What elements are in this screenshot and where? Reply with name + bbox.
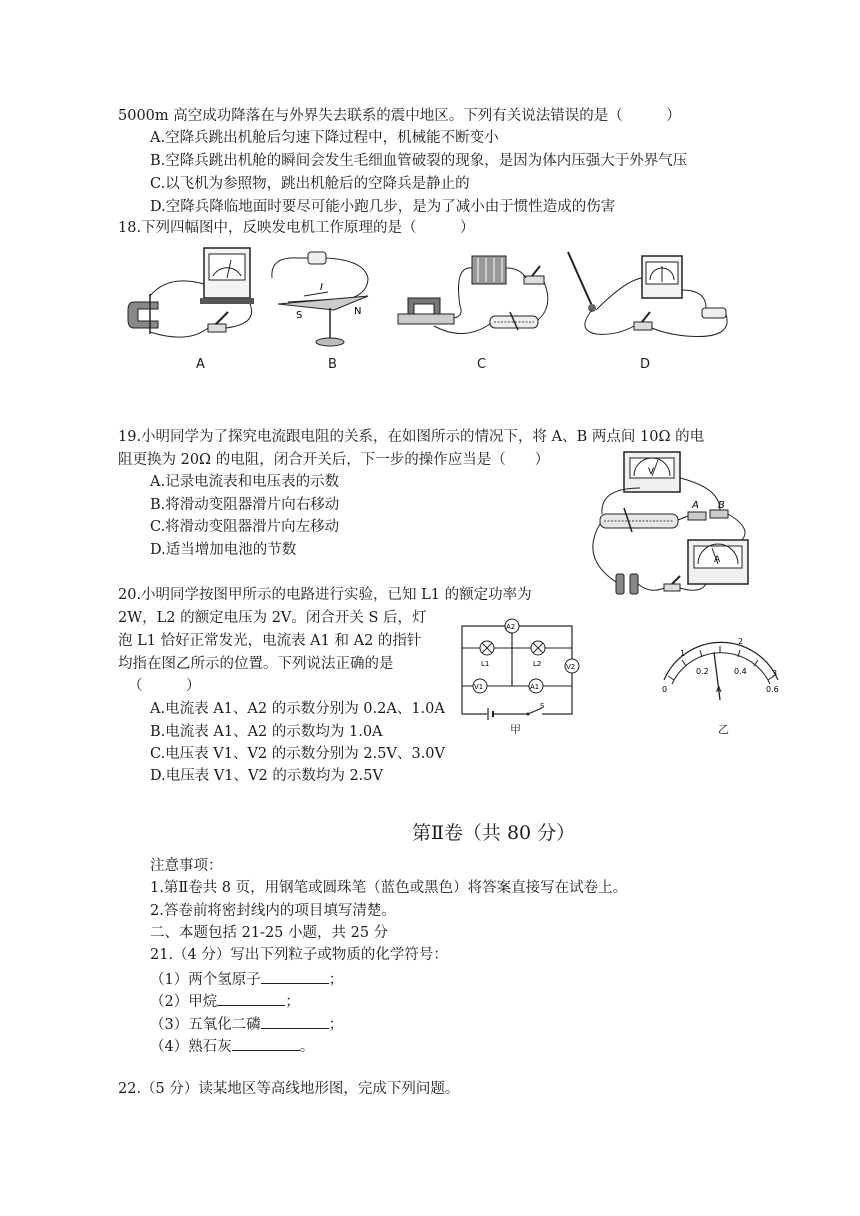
q21-stem: 21.（4 分）写出下列粒子或物质的化学符号： xyxy=(150,947,448,963)
q20-a2-label: A2 xyxy=(506,623,516,631)
q20-stem-line-5: （ ） xyxy=(128,678,201,694)
q19-figure xyxy=(580,448,756,600)
q20-l1-label: L1 xyxy=(481,660,490,668)
q19-point-a: A xyxy=(692,500,699,511)
q19-stem-line-2: 阻更换为 20Ω 的电阻，闭合开关后，下一步的操作应当是（ ） xyxy=(118,452,550,468)
q19-point-b: B xyxy=(718,500,725,511)
q22-stem: 22.（5 分）读某地区等高线地形图，完成下列问题。 xyxy=(118,1081,460,1097)
q20-meter-caption: 乙 xyxy=(718,723,729,736)
q21-answer-blank-2[interactable] xyxy=(217,990,285,1006)
note-1: 1.第Ⅱ卷共 8 页，用钢笔或圆珠笔（蓝色或黑色）将答案直接写在试卷上。 xyxy=(150,880,628,896)
q21-item-3-label: （3）五氧化二磷 xyxy=(150,1017,261,1033)
q18-b-label-i: I xyxy=(320,282,323,293)
q21-item-2 xyxy=(150,990,300,1012)
q21-answer-blank-4[interactable] xyxy=(232,1035,300,1051)
q19-option-d: D.适当增加电池的节数 xyxy=(150,542,297,558)
q17-option-a: A.空降兵跳出机舱后匀速下降过程中，机械能不断变小 xyxy=(150,130,499,146)
q20-l2-label: L2 xyxy=(533,660,542,668)
q18-label-a: A xyxy=(196,357,205,372)
q18-figure-d xyxy=(566,250,736,350)
q21-item-3-end: ； xyxy=(328,1017,344,1033)
q17-option-c: C.以飞机为参照物，跳出机舱后的空降兵是静止的 xyxy=(150,176,470,192)
q18-label-b: B xyxy=(328,357,337,372)
q17-option-b: B.空降兵跳出机舱的瞬间会发生毛细血管破裂的现象，是因为体内压强大于外界气压 xyxy=(150,153,688,169)
q19-ammeter-label: A xyxy=(714,555,721,565)
q19-option-b: B.将滑动变阻器滑片向右移动 xyxy=(150,497,340,513)
q21-item-2-end: ； xyxy=(285,994,300,1010)
q21-item-1 xyxy=(150,968,343,990)
q20-option-b: B.电流表 A1、A2 的示数均为 1.0A xyxy=(150,724,383,740)
q20-stem-line-4: 均指在图乙所示的位置。下列说法正确的是 xyxy=(118,656,394,672)
note-2: 2.答卷前将密封线内的项目填写清楚。 xyxy=(150,903,396,919)
q20-circuit-figure xyxy=(456,614,586,738)
q20-option-d: D.电压表 V1、V2 的示数均为 2.5V xyxy=(150,768,383,784)
q20-meter-unit: A xyxy=(716,685,722,694)
q18-b-label-s: S xyxy=(296,310,303,321)
q21-item-1-label: （1）两个氢原子 xyxy=(150,972,261,988)
q18-figure-c xyxy=(394,246,554,352)
q20-meter-top-1: 1 xyxy=(680,649,686,658)
q20-stem-line-1: 20.小明同学按图甲所示的电路进行实验，已知 L1 的额定功率为 xyxy=(118,587,532,603)
q20-v2-label: V2 xyxy=(566,663,576,671)
q20-option-a: A.电流表 A1、A2 的示数分别为 0.2A、1.0A xyxy=(150,701,445,717)
q20-s-label: S xyxy=(540,702,545,710)
q18-b-label-n: N xyxy=(354,306,362,317)
q20-meter-tick-3: 0.6 xyxy=(766,685,779,694)
q20-meter-top-2: 2 xyxy=(738,637,744,646)
q17-option-d: D.空降兵降临地面时要尽可能小跑几步，是为了减小由于惯性造成的伤害 xyxy=(150,199,616,215)
q20-a1-label: A1 xyxy=(530,683,540,691)
q21-item-1-end: ； xyxy=(328,972,344,988)
q20-meter-tick-1: 0.2 xyxy=(696,667,709,676)
notes-title: 注意事项： xyxy=(150,858,223,874)
q20-meter-figure xyxy=(658,637,788,710)
q18-stem: 18.下列四幅图中，反映发电机工作原理的是（ ） xyxy=(118,220,475,236)
q20-circuit-caption: 甲 xyxy=(510,723,521,736)
q20-meter-top-3: 3 xyxy=(772,669,778,678)
q21-item-4 xyxy=(150,1035,314,1057)
q18-label-c: C xyxy=(477,357,487,372)
q21-answer-blank-3[interactable] xyxy=(261,1013,329,1029)
q17-stem-tail: 5000m 高空成功降落在与外界失去联系的震中地区。下列有关说法错误的是（ ） xyxy=(118,108,681,124)
part-heading: 二、本题包括 21-25 小题，共 25 分 xyxy=(150,925,389,941)
q20-meter-tick-0: 0 xyxy=(662,685,668,694)
q20-v1-label: V1 xyxy=(474,683,484,691)
q21-item-4-end: 。 xyxy=(299,1039,315,1055)
q21-item-2-label: （2）甲烷 xyxy=(150,994,218,1010)
q19-option-a: A.记录电流表和电压表的示数 xyxy=(150,474,340,490)
q20-option-c: C.电压表 V1、V2 的示数分别为 2.5V、3.0V xyxy=(150,746,445,762)
q19-option-c: C.将滑动变阻器滑片向左移动 xyxy=(150,519,340,535)
q21-item-4-label: （4）熟石灰 xyxy=(150,1039,232,1055)
q18-figure-a xyxy=(128,244,268,354)
q18-label-d: D xyxy=(640,357,651,372)
q19-stem-line-1: 19.小明同学为了探究电流跟电阻的关系，在如图所示的情况下，将 A、B 两点间 10Ω 的电 xyxy=(118,429,705,445)
q20-meter-tick-2: 0.4 xyxy=(734,667,747,676)
q20-stem-line-2: 2W，L2 的额定电压为 2V。闭合开关 S 后，灯 xyxy=(118,610,427,626)
q20-stem-line-3: 泡 L1 恰好正常发光，电流表 A1 和 A2 的指针 xyxy=(118,633,422,649)
q21-item-3 xyxy=(150,1013,343,1035)
q18-figure-b xyxy=(268,248,378,353)
q21-answer-blank-1[interactable] xyxy=(261,968,329,984)
q19-voltmeter-label: V xyxy=(648,467,655,477)
section-title: 第Ⅱ卷（共 80 分） xyxy=(412,822,576,844)
